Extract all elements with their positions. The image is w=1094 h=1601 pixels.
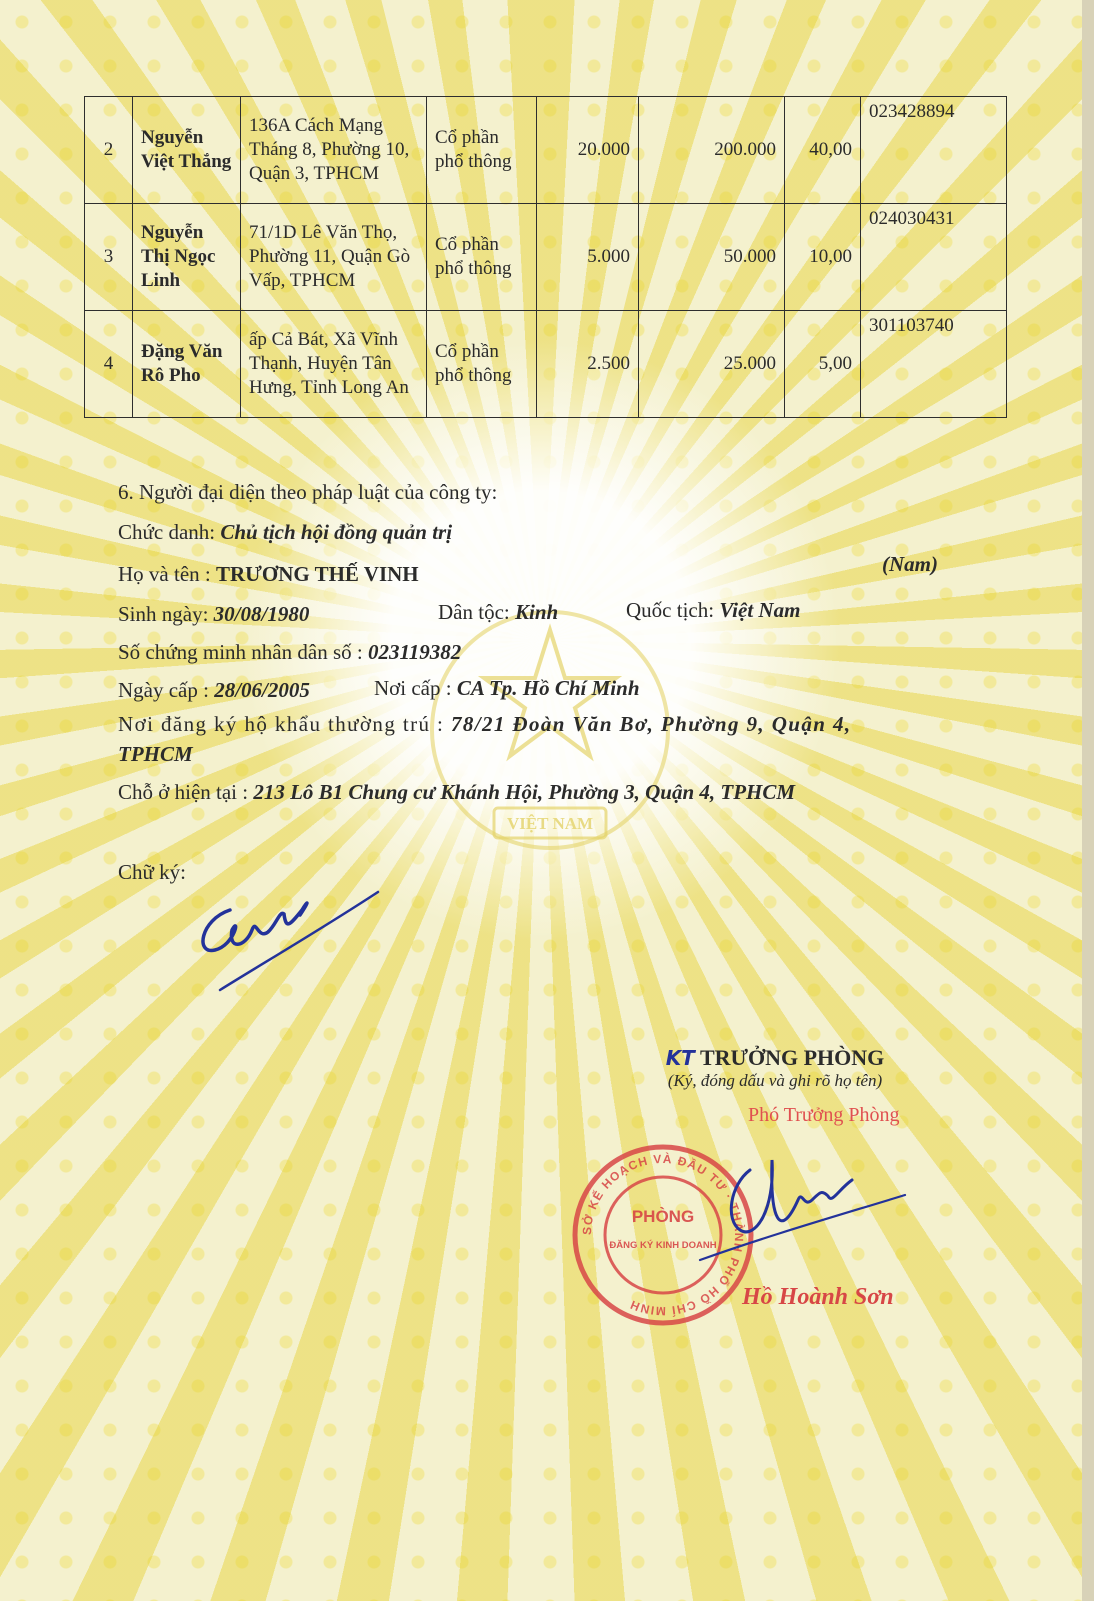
dob-label: Sinh ngày: xyxy=(118,602,209,626)
residence-value: 78/21 Đoàn Văn Bơ, Phường 9, Quận 4, xyxy=(450,712,852,736)
cell-shares: 2.500 xyxy=(537,311,639,418)
cell-ratio: 40,00 xyxy=(785,97,861,204)
current-address-label: Chỗ ở hiện tại : xyxy=(118,780,249,804)
nationality-group xyxy=(626,598,800,623)
issue-place-group xyxy=(374,676,640,701)
cell-id-number: 301103740 xyxy=(861,311,1007,418)
cell-ratio: 5,00 xyxy=(785,311,861,418)
stamp-ring-text: SỞ KẾ HOẠCH VÀ ĐẦU TƯ · THÀNH PHỐ HỒ CHÍ MINH xyxy=(579,1151,747,1319)
name-value: TRƯƠNG THẾ VINH xyxy=(215,562,419,586)
approval-signature xyxy=(680,1130,910,1280)
chief-title-text: TRƯỞNG PHÒNG xyxy=(699,1045,885,1070)
residence-label: Nơi đăng ký hộ khẩu thường trú : xyxy=(118,712,445,736)
stamp-center-1: PHÒNG xyxy=(631,1207,695,1226)
cell-address: ấp Cả Bát, Xã Vĩnh Thạnh, Huyện Tân Hưng, Tỉnh Long An xyxy=(241,311,427,418)
cell-value: 50.000 xyxy=(639,204,785,311)
title-label: Chức danh: xyxy=(118,520,216,544)
ethnic-group xyxy=(438,600,558,625)
title-line xyxy=(118,520,452,545)
cell-shares: 5.000 xyxy=(537,204,639,311)
cell-ratio: 10,00 xyxy=(785,204,861,311)
ethnic-label: Dân tộc: xyxy=(438,600,510,624)
cell-share-type: Cổ phần phổ thông xyxy=(427,204,537,311)
table-row xyxy=(85,204,1007,311)
cell-name: Nguyễn Việt Thắng xyxy=(133,97,241,204)
cell-stt: 3 xyxy=(85,204,133,311)
residence-value-cont: TPHCM xyxy=(118,742,193,766)
table-row xyxy=(85,311,1007,418)
chief-note: (Ký, đóng dấu và ghi rõ họ tên) xyxy=(667,1071,883,1090)
name-line xyxy=(118,562,419,587)
current-address-value: 213 Lô B1 Chung cư Khánh Hội, Phường 3, Quận 4, TPHCM xyxy=(253,780,796,804)
chief-title xyxy=(610,1045,940,1071)
cell-name: Nguyễn Thị Ngọc Linh xyxy=(133,204,241,311)
cell-shares: 20.000 xyxy=(537,97,639,204)
residence-line xyxy=(118,712,852,737)
table-row xyxy=(85,97,1007,204)
stamp-center-2: ĐĂNG KÝ KINH DOANH xyxy=(609,1240,717,1251)
nationality-value: Việt Nam xyxy=(719,598,801,622)
cell-value: 200.000 xyxy=(639,97,785,204)
gender-value: (Nam) xyxy=(882,552,938,576)
signer-name: Hồ Hoành Sơn xyxy=(742,1284,894,1310)
cell-name: Đặng Văn Rô Pho xyxy=(133,311,241,418)
shareholder-table xyxy=(84,96,1007,418)
current-address-line xyxy=(118,780,795,805)
issue-date-group xyxy=(118,678,310,703)
emblem-text: VIỆT NAM xyxy=(506,814,594,833)
deputy-title: Phó Trưởng Phòng xyxy=(748,1104,900,1126)
dob-label-group xyxy=(118,602,309,627)
dob-value: 30/08/1980 xyxy=(213,602,310,626)
cell-id-number: 024030431 xyxy=(861,204,1007,311)
cell-address: 71/1D Lê Văn Thọ, Phường 11, Quận Gò Vấp, TPHCM xyxy=(241,204,427,311)
signature-label: Chữ ký: xyxy=(118,860,186,884)
cell-stt: 2 xyxy=(85,97,133,204)
issue-place-value: CA Tp. Hồ Chí Minh xyxy=(456,676,640,700)
ethnic-value: Kinh xyxy=(514,600,559,624)
name-label: Họ và tên : xyxy=(118,562,211,586)
cell-stt: 4 xyxy=(85,311,133,418)
issue-date-value: 28/06/2005 xyxy=(214,678,310,702)
cell-share-type: Cổ phần phổ thông xyxy=(427,97,537,204)
background-edge xyxy=(1082,0,1094,1601)
id-value: 023119382 xyxy=(367,640,462,664)
representative-signature xyxy=(190,870,390,1000)
kt-mark: KT xyxy=(665,1046,695,1070)
cell-value: 25.000 xyxy=(639,311,785,418)
title-value: Chủ tịch hội đồng quản trị xyxy=(220,520,453,544)
section-heading: 6. Người đại diện theo pháp luật của công ty: xyxy=(118,480,498,504)
id-line xyxy=(118,640,461,665)
approval-block xyxy=(610,1045,940,1091)
issue-place-label: Nơi cấp : xyxy=(374,676,452,700)
cell-address: 136A Cách Mạng Tháng 8, Phường 10, Quận 3, TPHCM xyxy=(241,97,427,204)
issue-date-label: Ngày cấp : xyxy=(118,678,209,702)
nationality-label: Quốc tịch: xyxy=(626,598,715,622)
cell-id-number: 023428894 xyxy=(861,97,1007,204)
cell-share-type: Cổ phần phổ thông xyxy=(427,311,537,418)
id-label: Số chứng minh nhân dân số : xyxy=(118,640,363,664)
